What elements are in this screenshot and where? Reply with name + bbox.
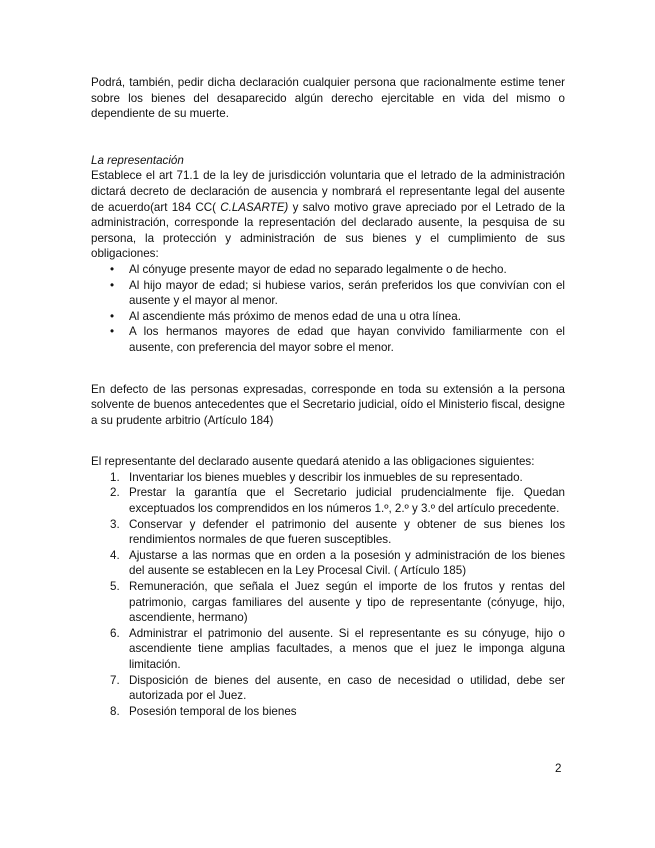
list-item [91,278,565,309]
bullet-icon: • [110,278,115,292]
item-number: 4. [110,548,120,562]
list-item-text: Inventariar los bienes muebles y describir los inmuebles de su representado. [129,470,523,484]
item-number: 6. [110,626,120,640]
bullet-icon: • [110,325,115,339]
list-item-text: A los hermanos mayores de edad que hayan convivido familiarmente con el ausente, con preferencia del mayor sobre el menor. [129,325,565,354]
list-item-text: Prestar la garantía que el Secretario judicial prudencialmente fije. Quedan exceptuados los comprendidos en los números 1.º, 2.º y 3.º del artículo precedente. [129,486,565,516]
list-item [91,626,565,673]
list-item-text: Al ascendiente más próximo de menos edad de una u otra línea. [129,309,461,323]
bullet-list [91,262,565,356]
obligaciones-intro: El representante del declarado ausente quedará atenido a las obligaciones siguientes: [91,455,535,469]
list-item [91,309,565,325]
item-number: 5. [110,580,120,594]
representacion-paragraph [91,168,565,262]
item-number: 1. [110,470,120,484]
document-page [91,75,565,719]
representacion-text-before: Establece el art 71.1 de la ley de jurisdicción voluntaria que el letrado de la administración dictará decreto de declaración de ausencia y nombrará el representante legal del ausente de acuerdo(art 184 CC( [91,169,565,214]
list-item-text: Conservar y defender el patrimonio del ausente y obtener de sus bienes los rendimientos normales de que fueren susceptibles. [129,517,565,547]
spacer [91,122,565,153]
item-number: 8. [110,704,120,718]
bullet-icon: • [110,309,115,323]
list-item [91,517,565,548]
item-number: 2. [110,486,120,500]
list-item-text: Remuneración, que señala el Juez según el importe de los frutos y rentas del patrimonio, cargas familiares del ausente y tipo de representante (cónyuge, hijo, ascendiente, hermano) [129,580,565,625]
defecto-paragraph: En defecto de las personas expresadas, corresponde en toda su extensión a la persona solvente de buenos antecedentes que el Secretario judicial, oído el Ministerio fiscal, designe a su prudente arbitrio (Artículo 184) [91,382,565,427]
list-item [91,548,565,579]
citation: C.LASARTE) [220,200,289,214]
list-item-text: Al hijo mayor de edad; si hubiese varios, serán preferidos los que convivían con el ausente y el mayor al menor. [129,278,565,308]
list-item [91,324,565,355]
intro-paragraph: Podrá, también, pedir dicha declaración cualquier persona que racionalmente estime tener sobre los bienes del desaparecido algún derecho ejercitable en vida del mismo o dependiente de su muerte. [91,76,565,121]
numbered-list [91,470,565,720]
list-item [91,704,565,720]
bullet-icon: • [110,262,115,276]
spacer [91,428,565,454]
list-item-text: Administrar el patrimonio del ausente. Si el representante es su cónyuge, hijo o ascendiente tiene amplias facultades, a menos que el juez le imponga alguna limitación. [129,626,565,671]
list-item [91,579,565,626]
item-number: 3. [110,517,120,531]
item-number: 7. [110,673,120,687]
representacion-text-after: y salvo motivo grave apreciado por el Letrado de la administración, corresponde la representación del declarado ausente, la pesquisa de su persona, la protección y administración de sus bienes y el cumplimiento de sus obligaciones: [91,200,565,261]
list-item [91,262,565,278]
spacer [91,356,565,382]
list-item-text: Posesión temporal de los bienes [129,704,297,718]
list-item-text: Al cónyuge presente mayor de edad no separado legalmente o de hecho. [129,262,507,276]
list-item-text: Disposición de bienes del ausente, en caso de necesidad o utilidad, debe ser autorizada por el Juez. [129,673,565,703]
list-item [91,485,565,516]
page-number: 2 [555,762,562,775]
list-item [91,673,565,704]
list-item [91,470,565,486]
section-heading-representacion: La representación [91,153,184,167]
list-item-text: Ajustarse a las normas que en orden a la posesión y administración de los bienes del ausente se establecen en la Ley Procesal Civil. ( Artículo 185) [129,548,565,578]
